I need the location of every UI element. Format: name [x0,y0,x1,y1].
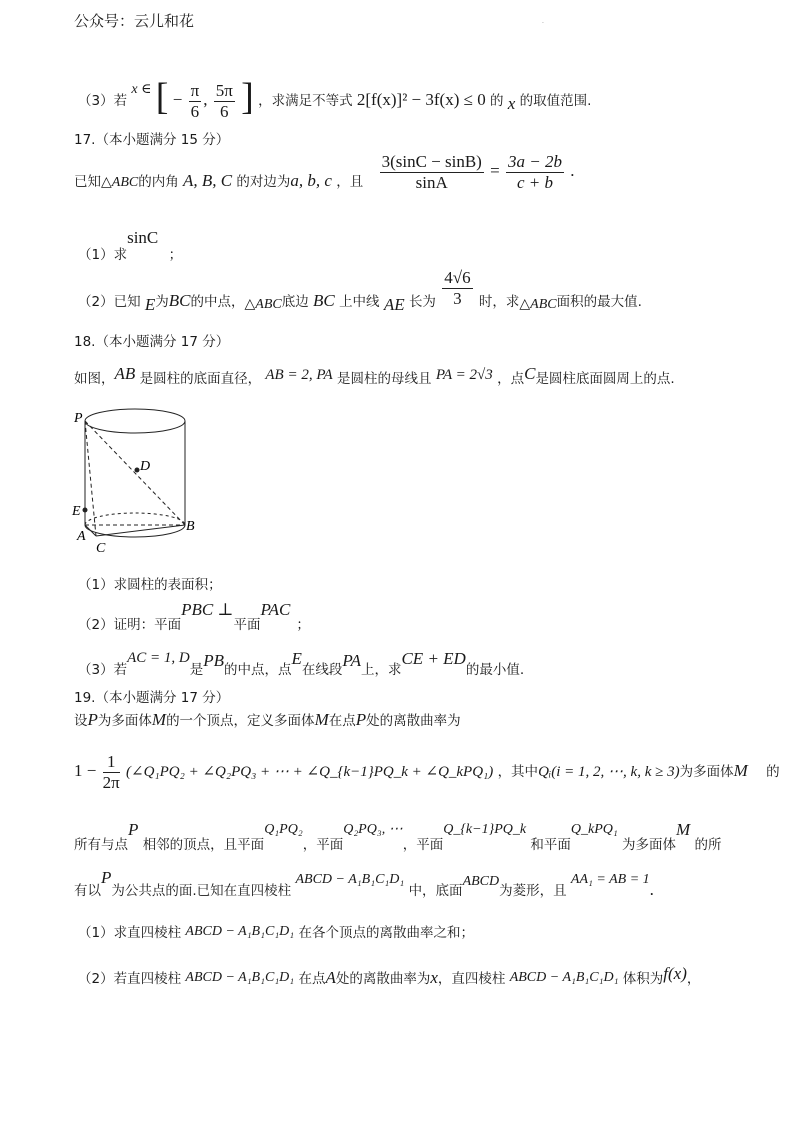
q19-line4: 有以P为公共点的面.已知在直四棱柱 ABCD − A₁B₁C₁D₁ 中，底面ABCD为菱形，且 AA₁ = AB = 1. [74,868,654,899]
cylinder-diagram [68,400,208,560]
q19-part2: （2）若直四棱柱 ABCD − A₁B₁C₁D₁ 在点A处的离散曲率为x，直四棱柱 ABCD − A₁B₁C₁D₁ 体积为f(x)， [78,964,701,987]
fraction: $\frac{\pi}{6}$ [190,81,200,121]
inequality: 2[f(x)]² − 3f(x) ≤ 0 [356,90,486,109]
bracket-left: [ [155,76,169,118]
cylinder-figure [68,400,208,564]
q18-part3: （3）若AC = 1, D是PB的中点，点E在线段PA上，求CE + ED的最小值. [78,649,525,678]
fraction: $\frac{1}{2\pi}$ [102,752,120,792]
label-B: B [186,519,195,534]
fraction-left: $\frac{3(\sin C - \sin B)}{\sin A}$ [381,152,482,192]
fraction: $\frac{4√6}{3}$ [444,268,471,308]
q19-part1: （1）求直四棱柱 ABCD − A₁B₁C₁D₁ 在各个顶点的离散曲率之和； [78,924,474,941]
q19-line3: 所有与点P 相邻的顶点，且平面Q₁PQ₂，平面Q₂PQ₃, ⋯，平面Q_{k−1}PQ_k 和平面Q_kPQ₁ 为多面体M 的所 [74,820,722,853]
q19-line1: 设P为多面体M的一个顶点，定义多面体M在点P处的离散曲率为 [74,710,461,729]
page-header: 公众号：云儿和花 [74,12,195,30]
q18-title: 18.（本小题满分 17 分） [74,334,230,350]
q16-part3: （3）若 x ∈ [ − $\frac{\pi}{6}$ , $\frac{5\pi}{6}$ ] ，求满足不等式 2[f(x)]² − 3f(x) ≤ 0 的 x 的取值范围. [78,76,592,121]
q17-part2: （2）已知 E为BC的中点，△ABC底边 BC 上中线 AE 长为 $\frac{4√6}{3}$ 时，求△ABC面积的最大值. [78,268,642,314]
q17-statement: 已知△ABC的内角 A, B, C 的对边为a, b, c ，且 $\frac{3(\sin C - \sin B)}{\sin A}$ = $\frac{3a - 2b}{c + b}$ . [74,152,575,192]
bracket-right: ] [241,76,254,118]
q19-formula: 1 − $\frac{1}{2\pi}$ (∠Q₁PQ₂ + ∠Q₂PQ₃ + ⋯ + ∠Q_{k−1}PQ_k + ∠Q_kPQ₁) ，其中Qᵢ(i = 1, 2, ⋯, k, k ≥ 3)为多面体M 的 [74,752,780,792]
label-C: C [96,541,106,556]
label-P: P [74,411,83,426]
fraction-right: $\frac{3a - 2b}{c + b}$ [508,152,562,192]
label-D: D [140,459,151,474]
q17-part1: （1）求sinC ； [78,228,183,263]
q18-statement: 如图，AB 是圆柱的底面直径， AB = 2, PA 是圆柱的母线且 PA = 2√3 ，点C是圆柱底面圆周上的点. [74,364,675,387]
header-dot: . [542,18,544,25]
label-A: A [77,529,86,544]
q17-title: 17.（本小题满分 15 分） [74,132,230,148]
label-E: E [72,504,81,519]
fraction: $\frac{5\pi}{6}$ [215,81,233,121]
q19-title: 19.（本小题满分 17 分） [74,690,230,706]
angle-sum: (∠Q₁PQ₂ + ∠Q₂PQ₃ + ⋯ + ∠Q_{k−1}PQ_k + ∠Q_kPQ₁) [126,764,494,780]
q18-part1: （1）求圆柱的表面积； [78,577,222,593]
q18-part2: （2）证明：平面PBC ⊥平面PAC； [78,600,310,633]
